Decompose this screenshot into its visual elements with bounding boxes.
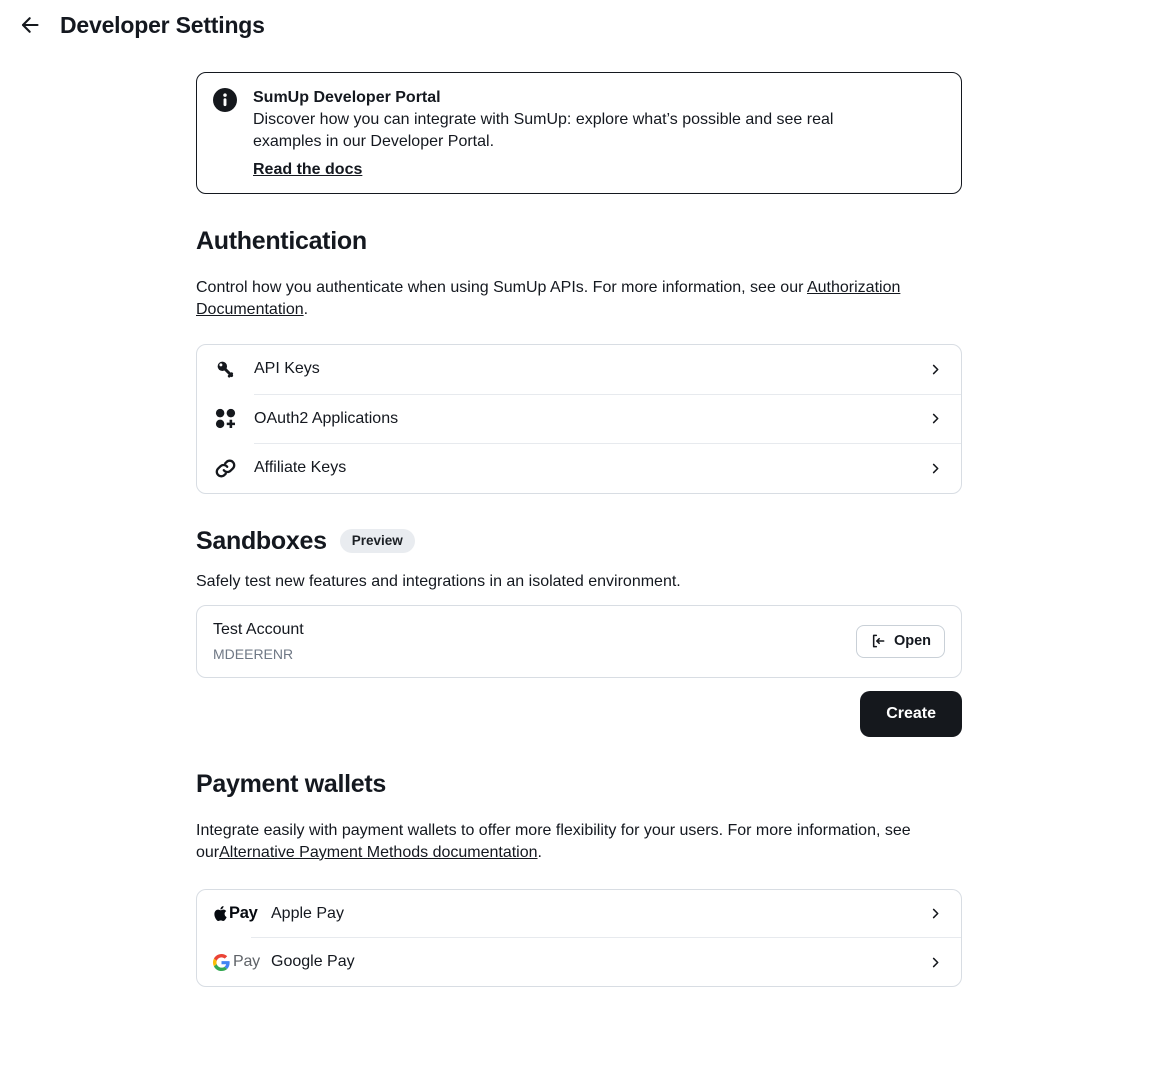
list-item-oauth2-applications[interactable]: [197, 395, 961, 444]
alternative-payment-methods-link[interactable]: Alternative Payment Methods documentation: [219, 843, 538, 861]
apple-icon: [213, 905, 228, 922]
authentication-description-text: Control how you authenticate when using SumUp APIs. For more information, see our: [196, 279, 807, 296]
payment-wallets-description-period: .: [537, 843, 542, 861]
content: [196, 72, 962, 987]
key-icon: [213, 357, 237, 381]
sandbox-account-code: MDEERENR: [213, 645, 294, 662]
oauth2-apps-icon: [213, 407, 237, 431]
google-g-icon: [213, 954, 230, 971]
apple-pay-logo-text: Pay: [229, 904, 258, 923]
chevron-right-icon: [928, 362, 943, 377]
list-item-google-pay[interactable]: [197, 938, 961, 986]
payment-wallets-description-text: Integrate easily with payment wallets to offer more flexibility for your users. For more information, see our: [196, 821, 911, 861]
create-button[interactable]: Create: [860, 691, 962, 737]
info-icon: [213, 88, 237, 112]
payment-wallets-list: [196, 889, 962, 987]
header: [0, 0, 1162, 50]
open-button[interactable]: [856, 625, 945, 658]
list-item-affiliate-keys[interactable]: [197, 444, 961, 493]
info-banner-text: [253, 87, 865, 179]
payment-wallets-heading: Payment wallets: [196, 769, 387, 798]
info-banner: [196, 72, 962, 194]
back-button[interactable]: [15, 10, 45, 40]
login-icon: [870, 633, 886, 649]
sandboxes-heading-row: [196, 526, 962, 556]
read-the-docs-link[interactable]: Read the docs: [253, 161, 363, 178]
list-item-label: API Keys: [254, 360, 320, 378]
authentication-heading: Authentication: [196, 227, 367, 255]
apple-pay-logo: [213, 905, 259, 922]
list-item-label: Google Pay: [271, 953, 355, 971]
google-pay-logo: [213, 953, 259, 971]
list-item-api-keys[interactable]: [197, 345, 961, 394]
payment-wallets-description: [196, 820, 962, 864]
list-item-label: Affiliate Keys: [254, 459, 347, 477]
list-item-label: OAuth2 Applications: [254, 409, 399, 427]
create-row: [196, 691, 962, 737]
chevron-right-icon: [928, 906, 943, 921]
sandbox-account-info: [213, 619, 304, 664]
affiliate-link-icon: [213, 456, 237, 480]
sandbox-account-card: [196, 605, 962, 678]
chevron-right-icon: [928, 411, 943, 426]
google-pay-logo-text: Pay: [233, 953, 260, 971]
page-title: Developer Settings: [60, 11, 265, 38]
authentication-description: [196, 277, 962, 321]
info-banner-title: SumUp Developer Portal: [253, 89, 441, 106]
list-item-label: Apple Pay: [271, 904, 344, 922]
sandbox-account-name: Test Account: [213, 620, 304, 638]
chevron-right-icon: [928, 955, 943, 970]
open-button-label: Open: [893, 633, 931, 650]
sandboxes-heading: Sandboxes: [196, 526, 327, 555]
chevron-right-icon: [928, 461, 943, 476]
sandboxes-description: Safely test new features and integrations in an isolated environment.: [196, 572, 681, 590]
arrow-left-icon: [18, 13, 42, 37]
list-item-apple-pay[interactable]: [197, 890, 961, 938]
authentication-list: [196, 344, 962, 494]
preview-badge: Preview: [340, 529, 415, 553]
authorization-documentation-link[interactable]: Authorization Documentation: [196, 279, 901, 318]
authentication-description-period: .: [303, 301, 309, 318]
info-banner-body: Discover how you can integrate with SumUp: explore what’s possible and see real examples in our Developer Portal.: [253, 111, 834, 150]
